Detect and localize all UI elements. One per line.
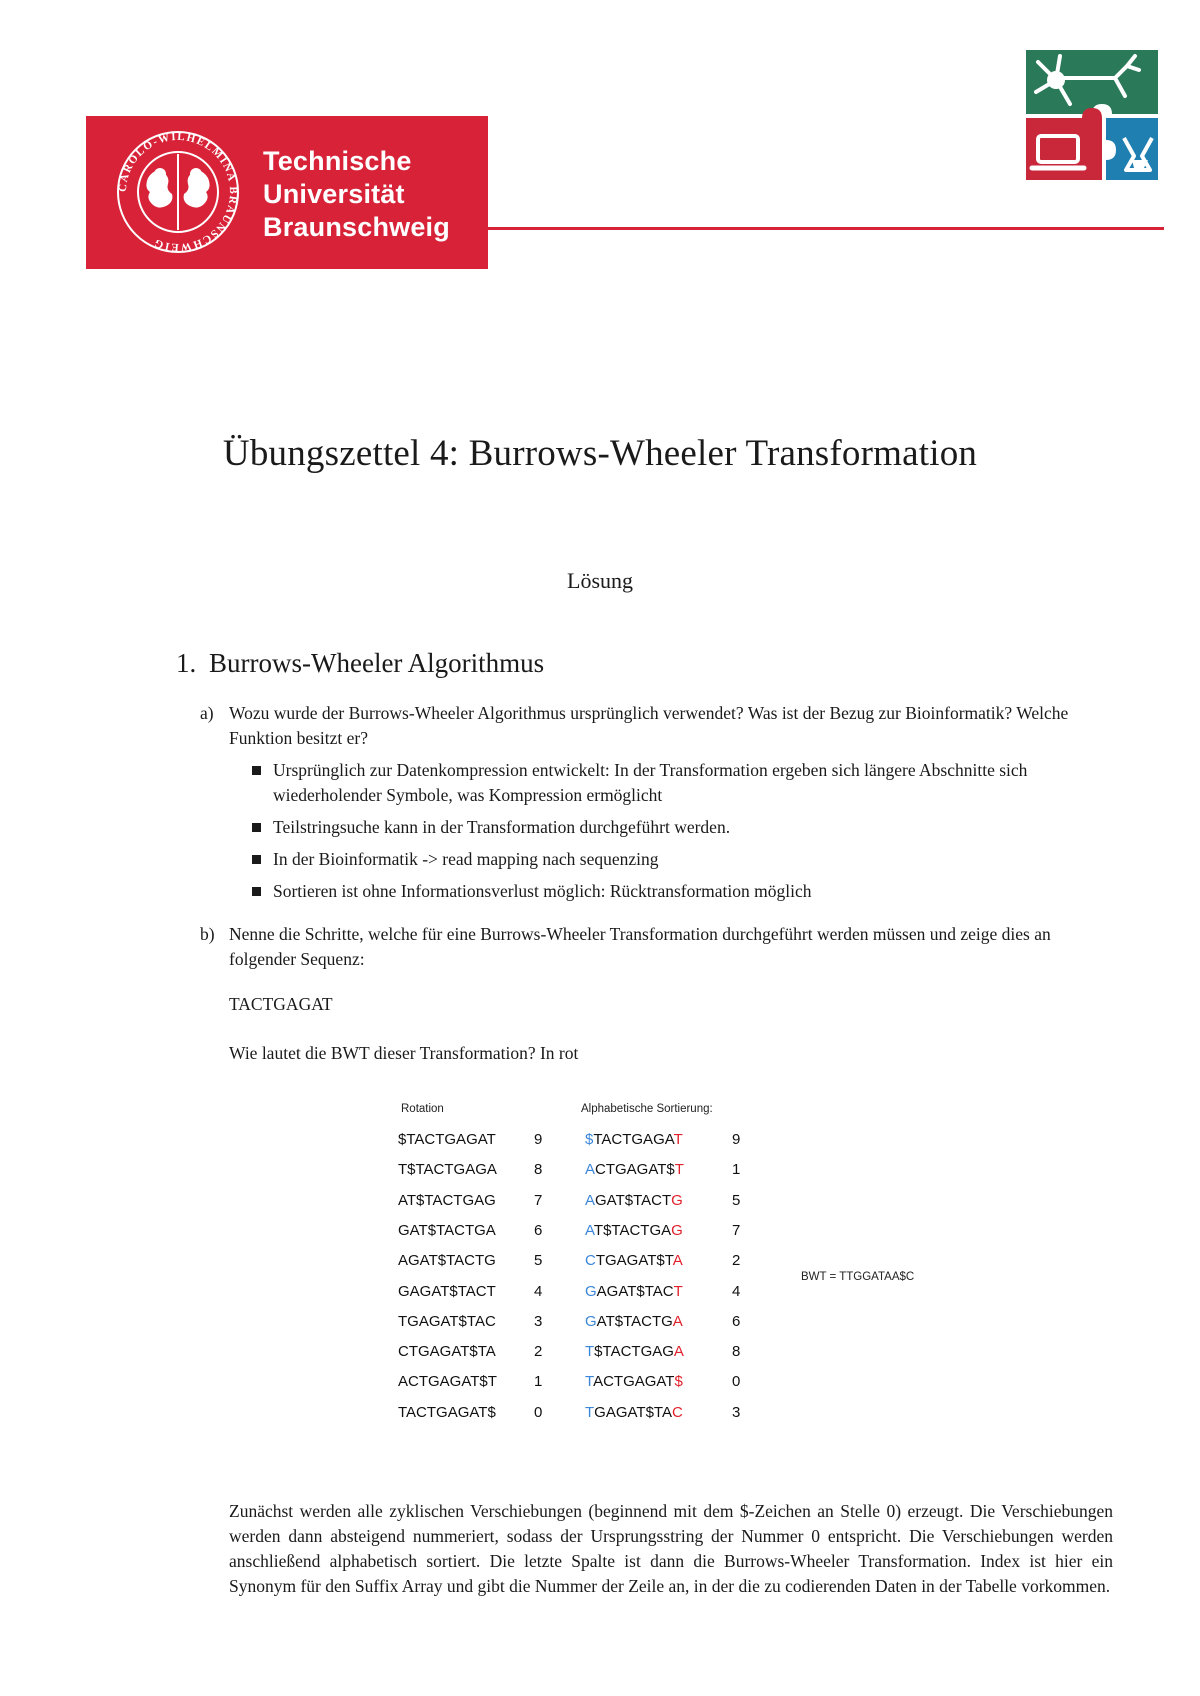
question-a-label: a) xyxy=(200,703,214,723)
sorted-first-char: T xyxy=(585,1343,595,1360)
square-bullet-icon xyxy=(252,823,261,832)
tu-braunschweig-logo xyxy=(86,116,488,269)
list-item-text: Ursprünglich zur Datenkompression entwickelt: In der Transformation ergeben sich längere Abschnitte sich wiederholender Symbole, was Kompression ermöglicht xyxy=(273,760,1028,805)
rotation-cell: T$TACTGAGA xyxy=(398,1161,497,1178)
list-item xyxy=(252,815,1122,840)
sorted-index-cell: 9 xyxy=(732,1131,741,1148)
sorted-middle-char: GAT$TACT xyxy=(595,1192,672,1209)
sorted-index-cell: 5 xyxy=(732,1192,741,1209)
sorted-cell xyxy=(585,1222,683,1239)
rotation-cell: $TACTGAGAT xyxy=(398,1131,496,1148)
sorted-first-char: C xyxy=(585,1252,596,1269)
rotation-index-cell: 9 xyxy=(534,1131,543,1148)
sorted-first-char: G xyxy=(585,1313,597,1330)
explanation-paragraph: Zunächst werden alle zyklischen Verschiebungen (beginnend mit dem $-Zeichen an Stelle 0) erzeugt. Die Verschiebungen werden dann absteigend nummeriert, sodass der Ursprungsstring der Nummer 0 entspricht. Die Verschiebungen werden anschließend alphabetisch sortiert. Die letzte Spalte ist dann die Burrows-Wheeler Transformation. Index ist hier ein Synonym für den Suffix Array und gibt die Nummer der Zeile an, in der die zu codierenden Daten in der Tabelle vorkommen. xyxy=(229,1501,1113,1596)
rotation-cell: ACTGAGAT$T xyxy=(398,1373,497,1390)
sorted-header: Alphabetische Sortierung: xyxy=(581,1103,713,1115)
section-heading xyxy=(176,648,544,679)
sorted-last-char: A xyxy=(673,1343,684,1360)
sorted-cell xyxy=(585,1283,683,1300)
sorted-first-char: A xyxy=(585,1192,596,1209)
sorted-last-char: G xyxy=(671,1192,683,1209)
rotation-header: Rotation xyxy=(401,1103,444,1115)
sorted-cell xyxy=(585,1161,684,1178)
sorted-last-char: T xyxy=(673,1283,683,1300)
rotation-cell: TACTGAGAT$ xyxy=(398,1404,496,1421)
sorted-cell xyxy=(585,1404,683,1421)
rotation-index-cell: 1 xyxy=(534,1373,543,1390)
sorted-first-char: T xyxy=(585,1404,595,1421)
rotation-cell: GAT$TACTGA xyxy=(398,1222,496,1239)
sorted-first-char: A xyxy=(585,1222,594,1239)
sorted-last-char: $ xyxy=(674,1373,683,1390)
sorted-middle-char: AT$TACTG xyxy=(596,1313,673,1330)
square-bullet-icon xyxy=(252,766,261,775)
sorted-index-cell: 6 xyxy=(732,1313,741,1330)
sorted-last-char: A xyxy=(672,1313,683,1330)
sorted-cell xyxy=(585,1252,683,1269)
rotation-index-cell: 8 xyxy=(534,1161,543,1178)
rotation-cell: GAGAT$TACT xyxy=(398,1283,496,1300)
rotation-cell: CTGAGAT$TA xyxy=(398,1343,496,1360)
list-item-text: Teilstringsuche kann in der Transformation durchgeführt werden. xyxy=(273,817,731,837)
bwt-question: Wie lautet die BWT dieser Transformation? In rot xyxy=(229,1043,579,1063)
list-item xyxy=(252,879,1122,904)
input-sequence: TACTGAGAT xyxy=(229,994,333,1014)
sorted-middle-char: ACTGAGAT xyxy=(593,1373,675,1390)
sorted-index-cell: 3 xyxy=(732,1404,741,1421)
rotation-index-cell: 2 xyxy=(534,1343,543,1360)
sorted-cell xyxy=(585,1313,683,1330)
list-item xyxy=(252,847,1122,872)
question-b-label: b) xyxy=(200,924,215,944)
sorted-middle-char: T$TACTGA xyxy=(593,1222,672,1239)
list-item-text: Sortieren ist ohne Informationsverlust möglich: Rücktransformation möglich xyxy=(273,881,812,901)
section-number: 1. xyxy=(176,648,197,678)
sorted-middle-char: TACTGAGA xyxy=(593,1131,674,1148)
sorted-first-char: A xyxy=(585,1161,596,1178)
university-name-line-3: Braunschweig xyxy=(263,212,450,242)
rotation-index-cell: 6 xyxy=(534,1222,543,1239)
sorted-middle-char: AGAT$TAC xyxy=(596,1283,674,1300)
square-bullet-icon xyxy=(252,887,261,896)
rotation-cell: AT$TACTGAG xyxy=(398,1192,496,1209)
sorted-index-cell: 0 xyxy=(732,1373,741,1390)
sorted-middle-char: $TACTGAG xyxy=(594,1343,674,1360)
page-title: Übungszettel 4: Burrows-Wheeler Transformation xyxy=(222,433,978,474)
sorted-cell xyxy=(585,1192,683,1209)
sorted-last-char: G xyxy=(671,1222,683,1239)
rotation-index-cell: 4 xyxy=(534,1283,543,1300)
sorted-middle-char: GAGAT$TA xyxy=(594,1404,672,1421)
section-title: Burrows-Wheeler Algorithmus xyxy=(209,648,545,678)
sorted-index-cell: 2 xyxy=(732,1252,741,1269)
sorted-last-char: T xyxy=(673,1131,683,1148)
sorted-index-cell: 7 xyxy=(732,1222,741,1239)
seal-text: CAROLO-WILHELMINA BRAUNSCHWEIG xyxy=(116,130,240,254)
university-seal-icon xyxy=(114,128,242,256)
sorted-first-char: T xyxy=(585,1373,594,1390)
university-name-line-1: Technische xyxy=(263,146,412,176)
sorted-cell xyxy=(585,1131,683,1148)
list-item xyxy=(252,758,1122,808)
header-rule xyxy=(488,227,1164,230)
university-name-line-2: Universität xyxy=(263,179,405,209)
sorted-index-cell: 4 xyxy=(732,1283,741,1300)
rotation-index-cell: 3 xyxy=(534,1313,543,1330)
rotation-cell: AGAT$TACTG xyxy=(398,1252,496,1269)
question-b-text: Nenne die Schritte, welche für eine Burrows-Wheeler Transformation durchgeführt werden müssen und zeige dies an folgender Sequenz: xyxy=(229,924,1051,969)
sorted-index-cell: 8 xyxy=(732,1343,741,1360)
sorted-last-char: A xyxy=(672,1252,683,1269)
answer-a-list xyxy=(252,758,1122,911)
sorted-middle-char: TGAGAT$T xyxy=(595,1252,673,1269)
rotation-index-cell: 7 xyxy=(534,1192,543,1209)
rotation-cell: TGAGAT$TAC xyxy=(398,1313,496,1330)
sorted-index-cell: 1 xyxy=(732,1161,741,1178)
sorted-last-char: T xyxy=(674,1161,684,1178)
sorted-last-char: C xyxy=(671,1404,683,1421)
rotation-index-cell: 5 xyxy=(534,1252,543,1269)
page-subtitle: Lösung xyxy=(567,568,633,593)
list-item-text: In der Bioinformatik -> read mapping nach sequenzing xyxy=(273,849,659,869)
university-name xyxy=(263,145,450,244)
bwt-result: BWT = TTGGATAA$C xyxy=(801,1271,915,1283)
rotation-index-cell: 0 xyxy=(534,1404,543,1421)
sorted-first-char: G xyxy=(585,1283,597,1300)
puzzle-logo-icon xyxy=(1020,44,1164,186)
sorted-middle-char: CTGAGAT$ xyxy=(595,1161,675,1178)
sorted-first-char: $ xyxy=(585,1131,594,1148)
question-a-text: Wozu wurde der Burrows-Wheeler Algorithmus ursprünglich verwendet? Was ist der Bezug zur Bioinformatik? Welche Funktion besitzt er? xyxy=(229,703,1069,748)
square-bullet-icon xyxy=(252,855,261,864)
sorted-cell xyxy=(585,1373,683,1390)
sorted-cell xyxy=(585,1343,684,1360)
